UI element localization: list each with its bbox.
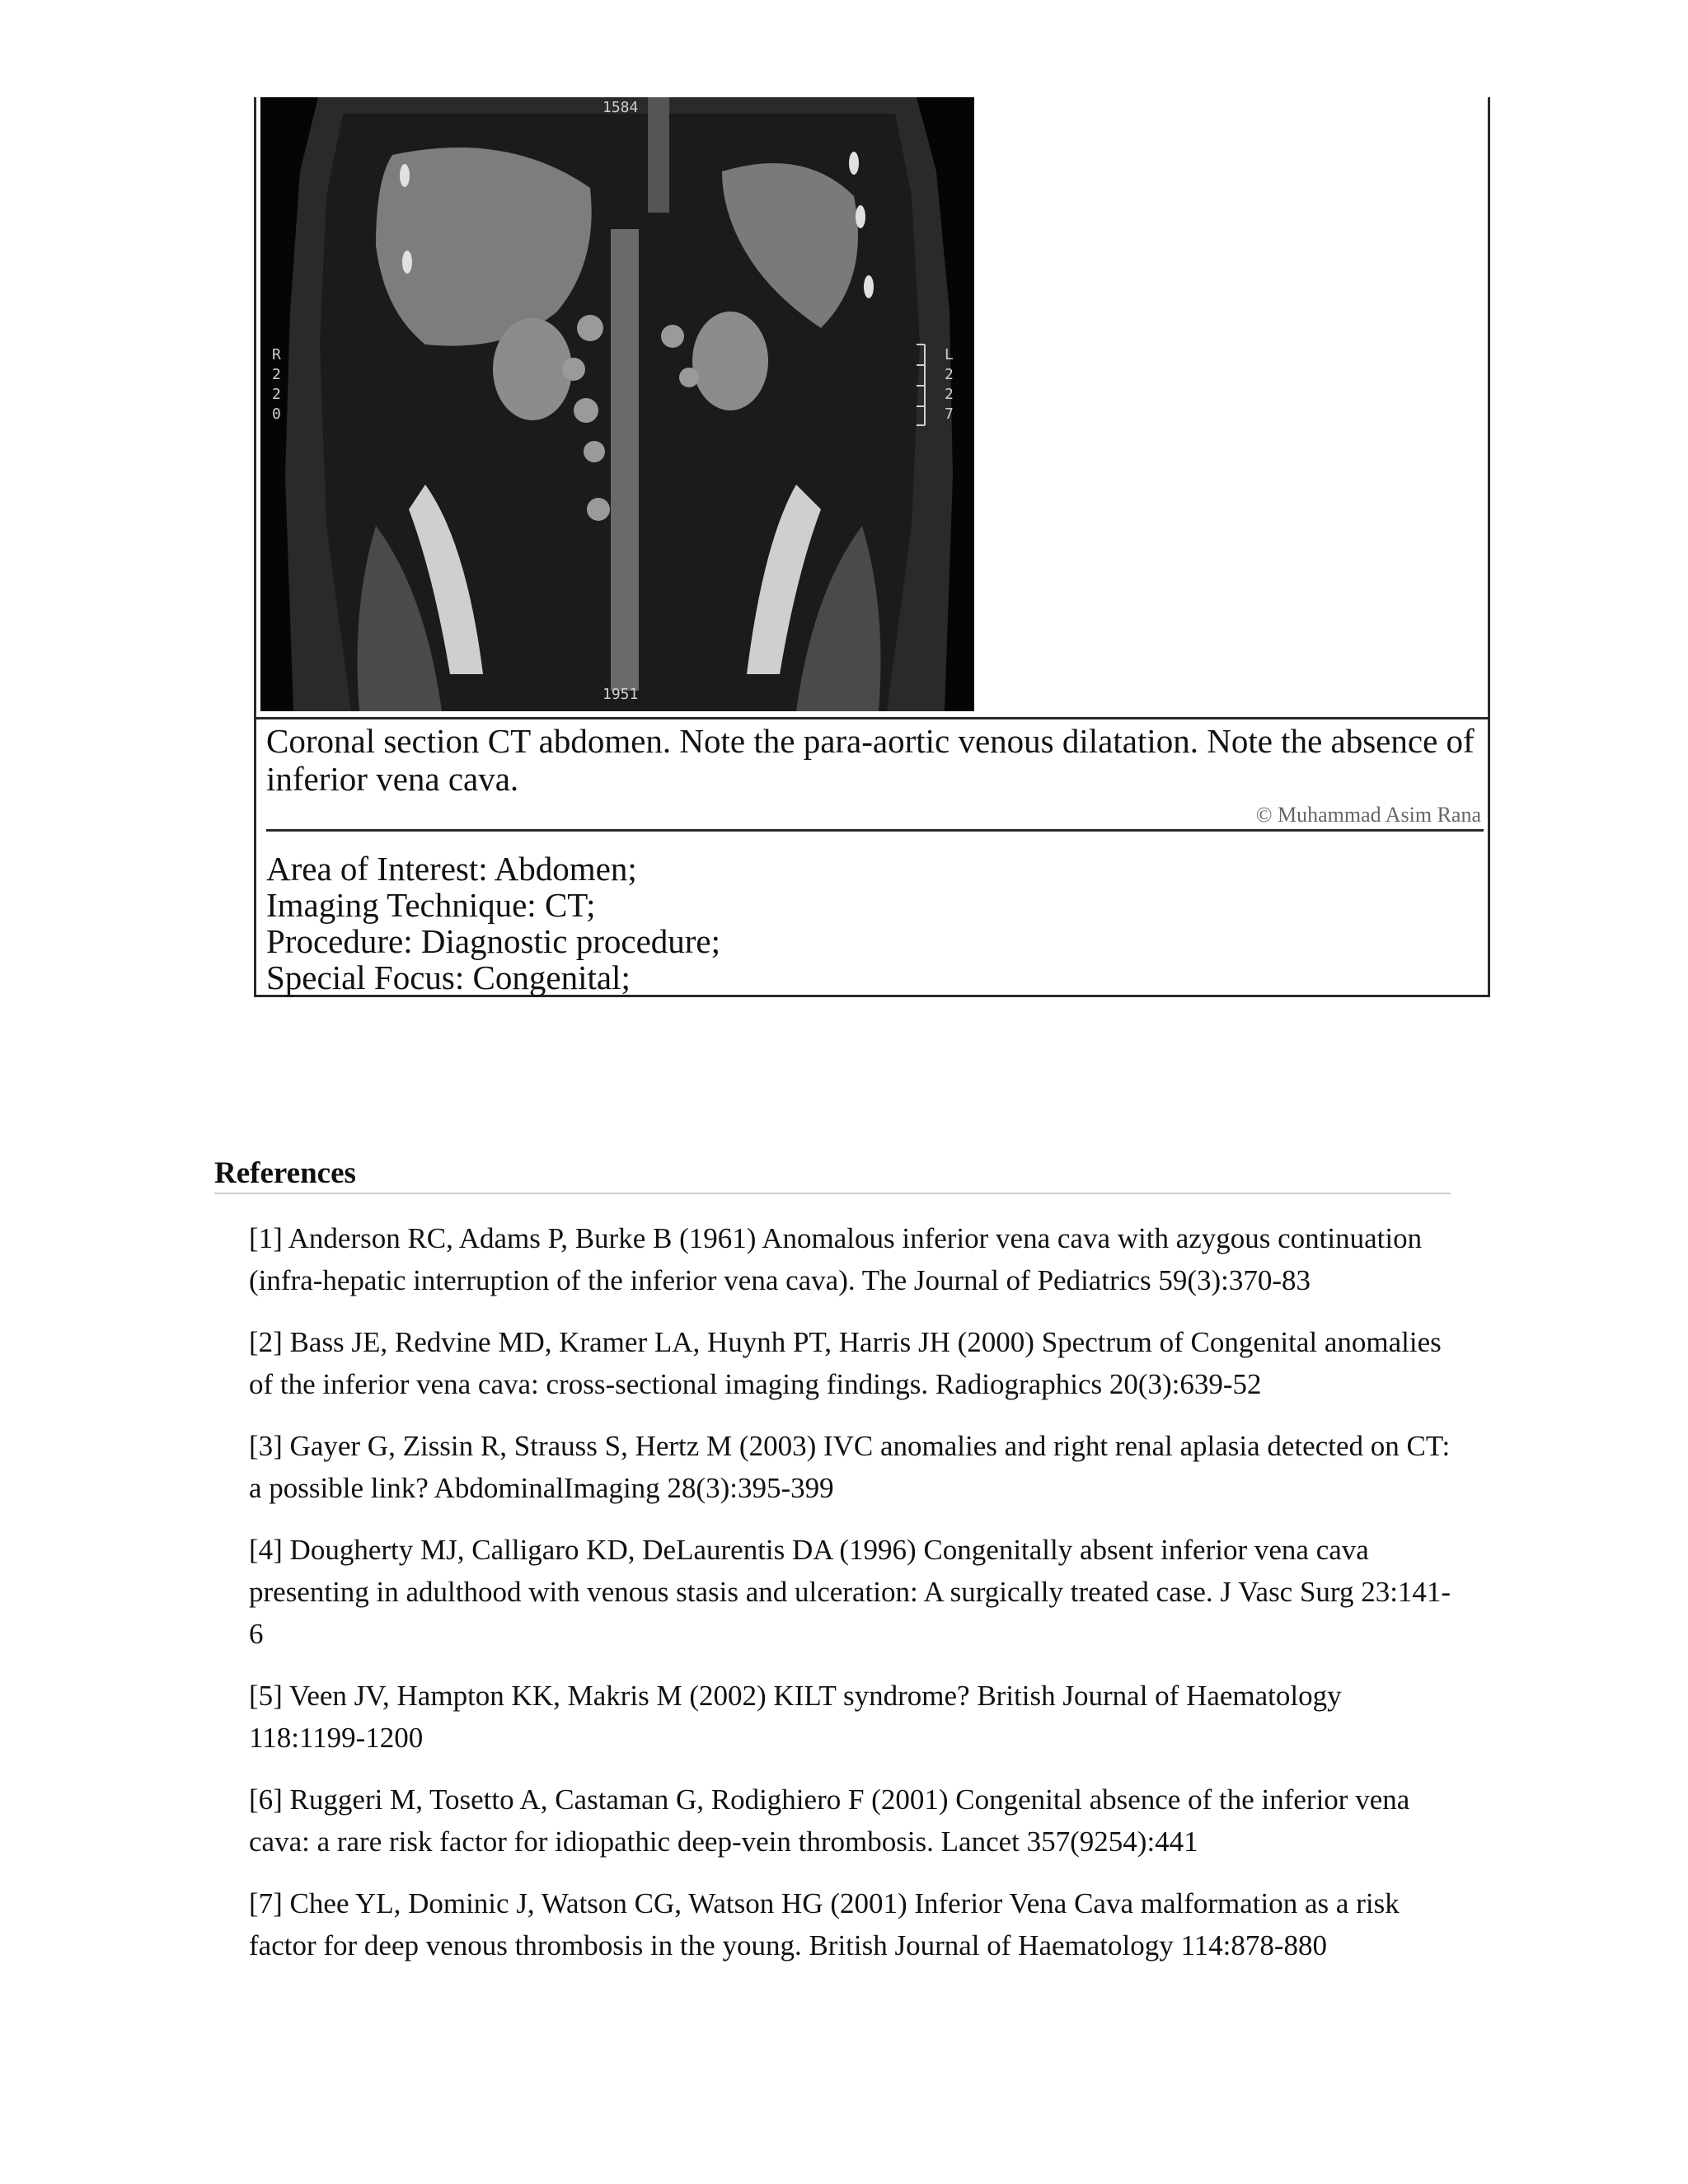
overlay-left-char: 2	[272, 386, 281, 403]
reference-item: [1] Anderson RC, Adams P, Burke B (1961) Anomalous inferior vena cava with azygous continuation (infra-hepatic interruption of the inferior vena cava). The Journal of Pediatrics 59(3):370-83	[249, 1222, 1423, 1296]
meta-procedure: Procedure: Diagnostic procedure;	[266, 922, 721, 960]
overlay-left-char: 0	[272, 405, 281, 423]
figure-copyright: © Muhammad Asim Rana	[1255, 803, 1481, 827]
meta-area-of-interest: Area of Interest: Abdomen;	[266, 850, 637, 888]
overlay-right-char: 2	[945, 386, 954, 403]
caption-divider	[266, 829, 1484, 832]
overlay-right-char: L	[945, 346, 954, 363]
meta-special-focus: Special Focus: Congenital;	[266, 958, 631, 996]
overlay-left-char: R	[272, 346, 281, 363]
figure-box	[254, 97, 1490, 997]
reference-item: [6] Ruggeri M, Tosetto A, Castaman G, Rodighiero F (2001) Congenital absence of the inferior vena cava: a rare risk factor for idiopathic deep-vein thrombosis. Lancet 357(9254):441	[249, 1783, 1410, 1858]
reference-item: [5] Veen JV, Hampton KK, Makris M (2002) KILT syndrome? British Journal of Haematology 118:1199-1200	[249, 1680, 1342, 1754]
overlay-right-char: 7	[945, 405, 954, 423]
reference-item: [2] Bass JE, Redvine MD, Kramer LA, Huynh PT, Harris JH (2000) Spectrum of Congenital anomalies of the inferior vena cava: cross-sectional imaging findings. Radiographics 20(3):639-52	[249, 1326, 1442, 1400]
reference-item: [7] Chee YL, Dominic J, Watson CG, Watson HG (2001) Inferior Vena Cava malformation as a risk factor for deep venous thrombosis in the young. British Journal of Haematology 114:878-880	[249, 1887, 1400, 1961]
overlay-bottom-label: 1951	[603, 686, 639, 703]
figure-metadata	[266, 851, 1478, 996]
overlay-left-char: 2	[272, 366, 281, 383]
figure-caption: Coronal section CT abdomen. Note the para-aortic venous dilatation. Note the absence of inferior vena cava.	[266, 722, 1475, 798]
references-list	[249, 1217, 1461, 1986]
references-heading: References	[214, 1156, 356, 1190]
meta-imaging-technique: Imaging Technique: CT;	[266, 886, 596, 924]
overlay-top-label: 1584	[603, 99, 639, 116]
overlay-right-char: 2	[945, 366, 954, 383]
figure-divider	[256, 717, 1488, 719]
reference-item: [3] Gayer G, Zissin R, Strauss S, Hertz M (2003) IVC anomalies and right renal aplasia detected on CT: a possible link? AbdominalImaging 28(3):395-399	[249, 1430, 1451, 1504]
reference-item: [4] Dougherty MJ, Calligaro KD, DeLaurentis DA (1996) Congenitally absent inferior vena cava presenting in adulthood with venous stasis and ulceration: A surgically treated case. J Vasc Surg 23:141-6	[249, 1534, 1451, 1650]
references-divider	[214, 1193, 1451, 1194]
ct-coronal-abdomen-image	[260, 97, 974, 711]
